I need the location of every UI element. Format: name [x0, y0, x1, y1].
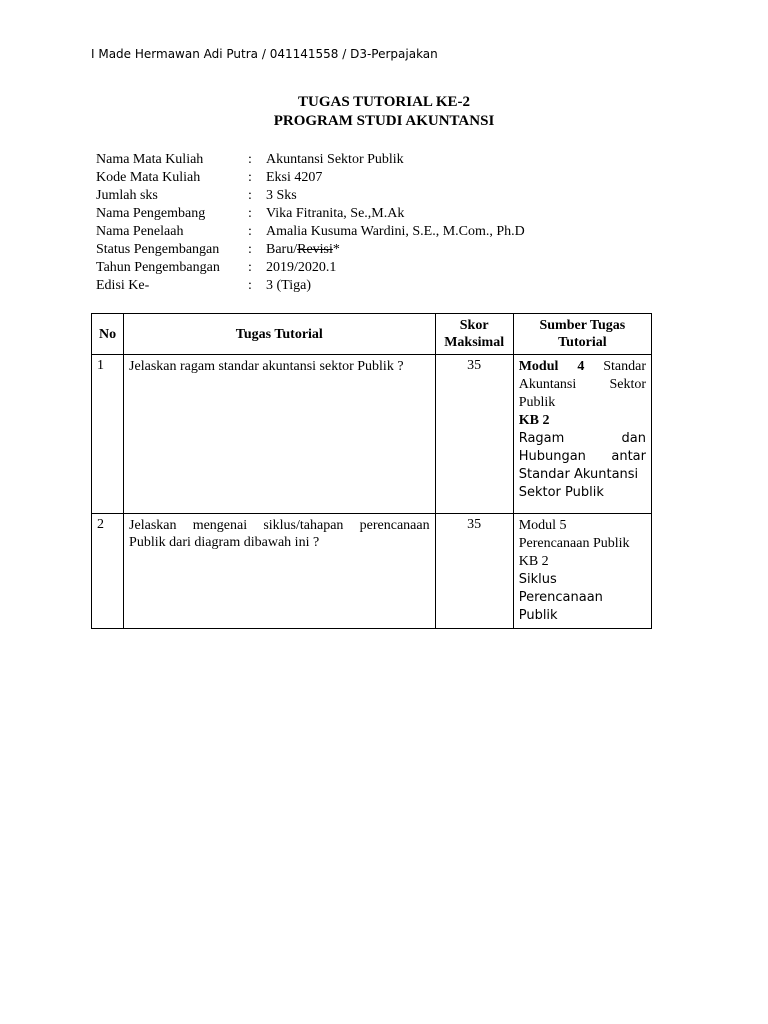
table-row [92, 355, 652, 514]
source-line: Perencanaan Publik [518, 536, 630, 551]
source-line: Sektor Publik [518, 485, 604, 500]
info-colon: : [248, 278, 252, 293]
header-source-line2: Tutorial [558, 335, 607, 350]
info-value: Amalia Kusuma Wardini, S.E., M.Com., Ph.D [266, 224, 525, 239]
source-kb: KB 2 [518, 554, 549, 569]
info-colon: : [248, 206, 252, 221]
source-word: Ragam [518, 431, 565, 446]
header-task: Tugas Tutorial [124, 314, 436, 355]
source-line: Perencanaan [518, 590, 603, 605]
info-row-developer [96, 205, 525, 223]
info-label: Edisi Ke- [96, 278, 150, 293]
info-label: Kode Mata Kuliah [96, 170, 201, 185]
info-value-asterisk: * [332, 242, 340, 257]
info-row-edition [96, 277, 525, 295]
source-word: Sektor [609, 377, 646, 392]
source-word: antar [611, 449, 646, 464]
source-word: Akuntansi [518, 377, 577, 392]
info-value: 2019/2020.1 [266, 260, 337, 275]
document-subtitle: PROGRAM STUDI AKUNTANSI [273, 113, 495, 129]
source-kb: KB 2 [518, 413, 550, 428]
info-value-revisi-struck: Revisi [297, 242, 333, 257]
cell-no: 1 [92, 355, 124, 514]
source-line: Publik [518, 395, 556, 410]
info-row-course-code [96, 169, 525, 187]
cell-task: Jelaskan ragam standar akuntansi sektor Publik ? [124, 355, 436, 514]
document-title: TUGAS TUTORIAL KE-2 [298, 94, 470, 110]
header-no: No [92, 314, 124, 355]
table-row [92, 514, 652, 629]
source-modul-label: Modul [518, 359, 559, 374]
info-row-reviewer [96, 223, 525, 241]
cell-source [513, 355, 651, 514]
info-row-course-name [96, 151, 525, 169]
info-label: Tahun Pengembangan [96, 260, 220, 275]
info-value: Akuntansi Sektor Publik [266, 152, 404, 167]
course-info [96, 151, 525, 295]
tutorial-task-table [91, 313, 652, 629]
source-word: Hubungan [518, 449, 586, 464]
source-line [519, 376, 646, 394]
cell-source [513, 514, 651, 629]
header-source-line1: Sumber Tugas [539, 318, 626, 333]
header-skor [435, 314, 513, 355]
info-row-sks [96, 187, 525, 205]
info-label: Nama Mata Kuliah [96, 152, 204, 167]
source-modul-number: 4 [577, 359, 585, 374]
info-colon: : [248, 170, 252, 185]
info-label: Status Pengembangan [96, 242, 220, 257]
info-value: Vika Fitranita, Se.,M.Ak [266, 206, 405, 221]
source-line: Standar Akuntansi [518, 467, 639, 482]
header-skor-line1: Skor [459, 318, 489, 333]
info-value-new: Baru/ [266, 242, 298, 257]
table-header-row [92, 314, 652, 355]
info-label: Nama Penelaah [96, 224, 184, 239]
source-modul-rest: Standar [603, 359, 646, 374]
cell-skor: 35 [435, 355, 513, 514]
cell-task: Jelaskan mengenai siklus/tahapan perencanaan Publik dari diagram dibawah ini ? [124, 514, 436, 629]
info-colon: : [248, 242, 252, 257]
info-value: 3 Sks [266, 188, 297, 203]
info-colon: : [248, 188, 252, 203]
cell-no: 2 [92, 514, 124, 629]
info-colon: : [248, 224, 252, 239]
source-line: Modul 5 [518, 518, 567, 533]
source-line [519, 430, 646, 448]
source-line: Siklus [518, 572, 557, 587]
info-row-dev-status [96, 241, 525, 259]
info-colon: : [248, 152, 252, 167]
source-line: Publik [518, 608, 558, 623]
info-label: Nama Pengembang [96, 206, 206, 221]
info-value: Eksi 4207 [266, 170, 323, 185]
author-line: I Made Hermawan Adi Putra / 041141558 / D3-Perpajakan [91, 47, 438, 61]
cell-skor: 35 [435, 514, 513, 629]
info-row-dev-year [96, 259, 525, 277]
source-word: dan [621, 431, 646, 446]
header-source [513, 314, 651, 355]
header-skor-line2: Maksimal [444, 335, 505, 350]
info-value: 3 (Tiga) [266, 278, 311, 293]
info-label: Jumlah sks [96, 188, 158, 203]
info-colon: : [248, 260, 252, 275]
source-line [519, 448, 646, 466]
source-modul-line [519, 358, 646, 376]
